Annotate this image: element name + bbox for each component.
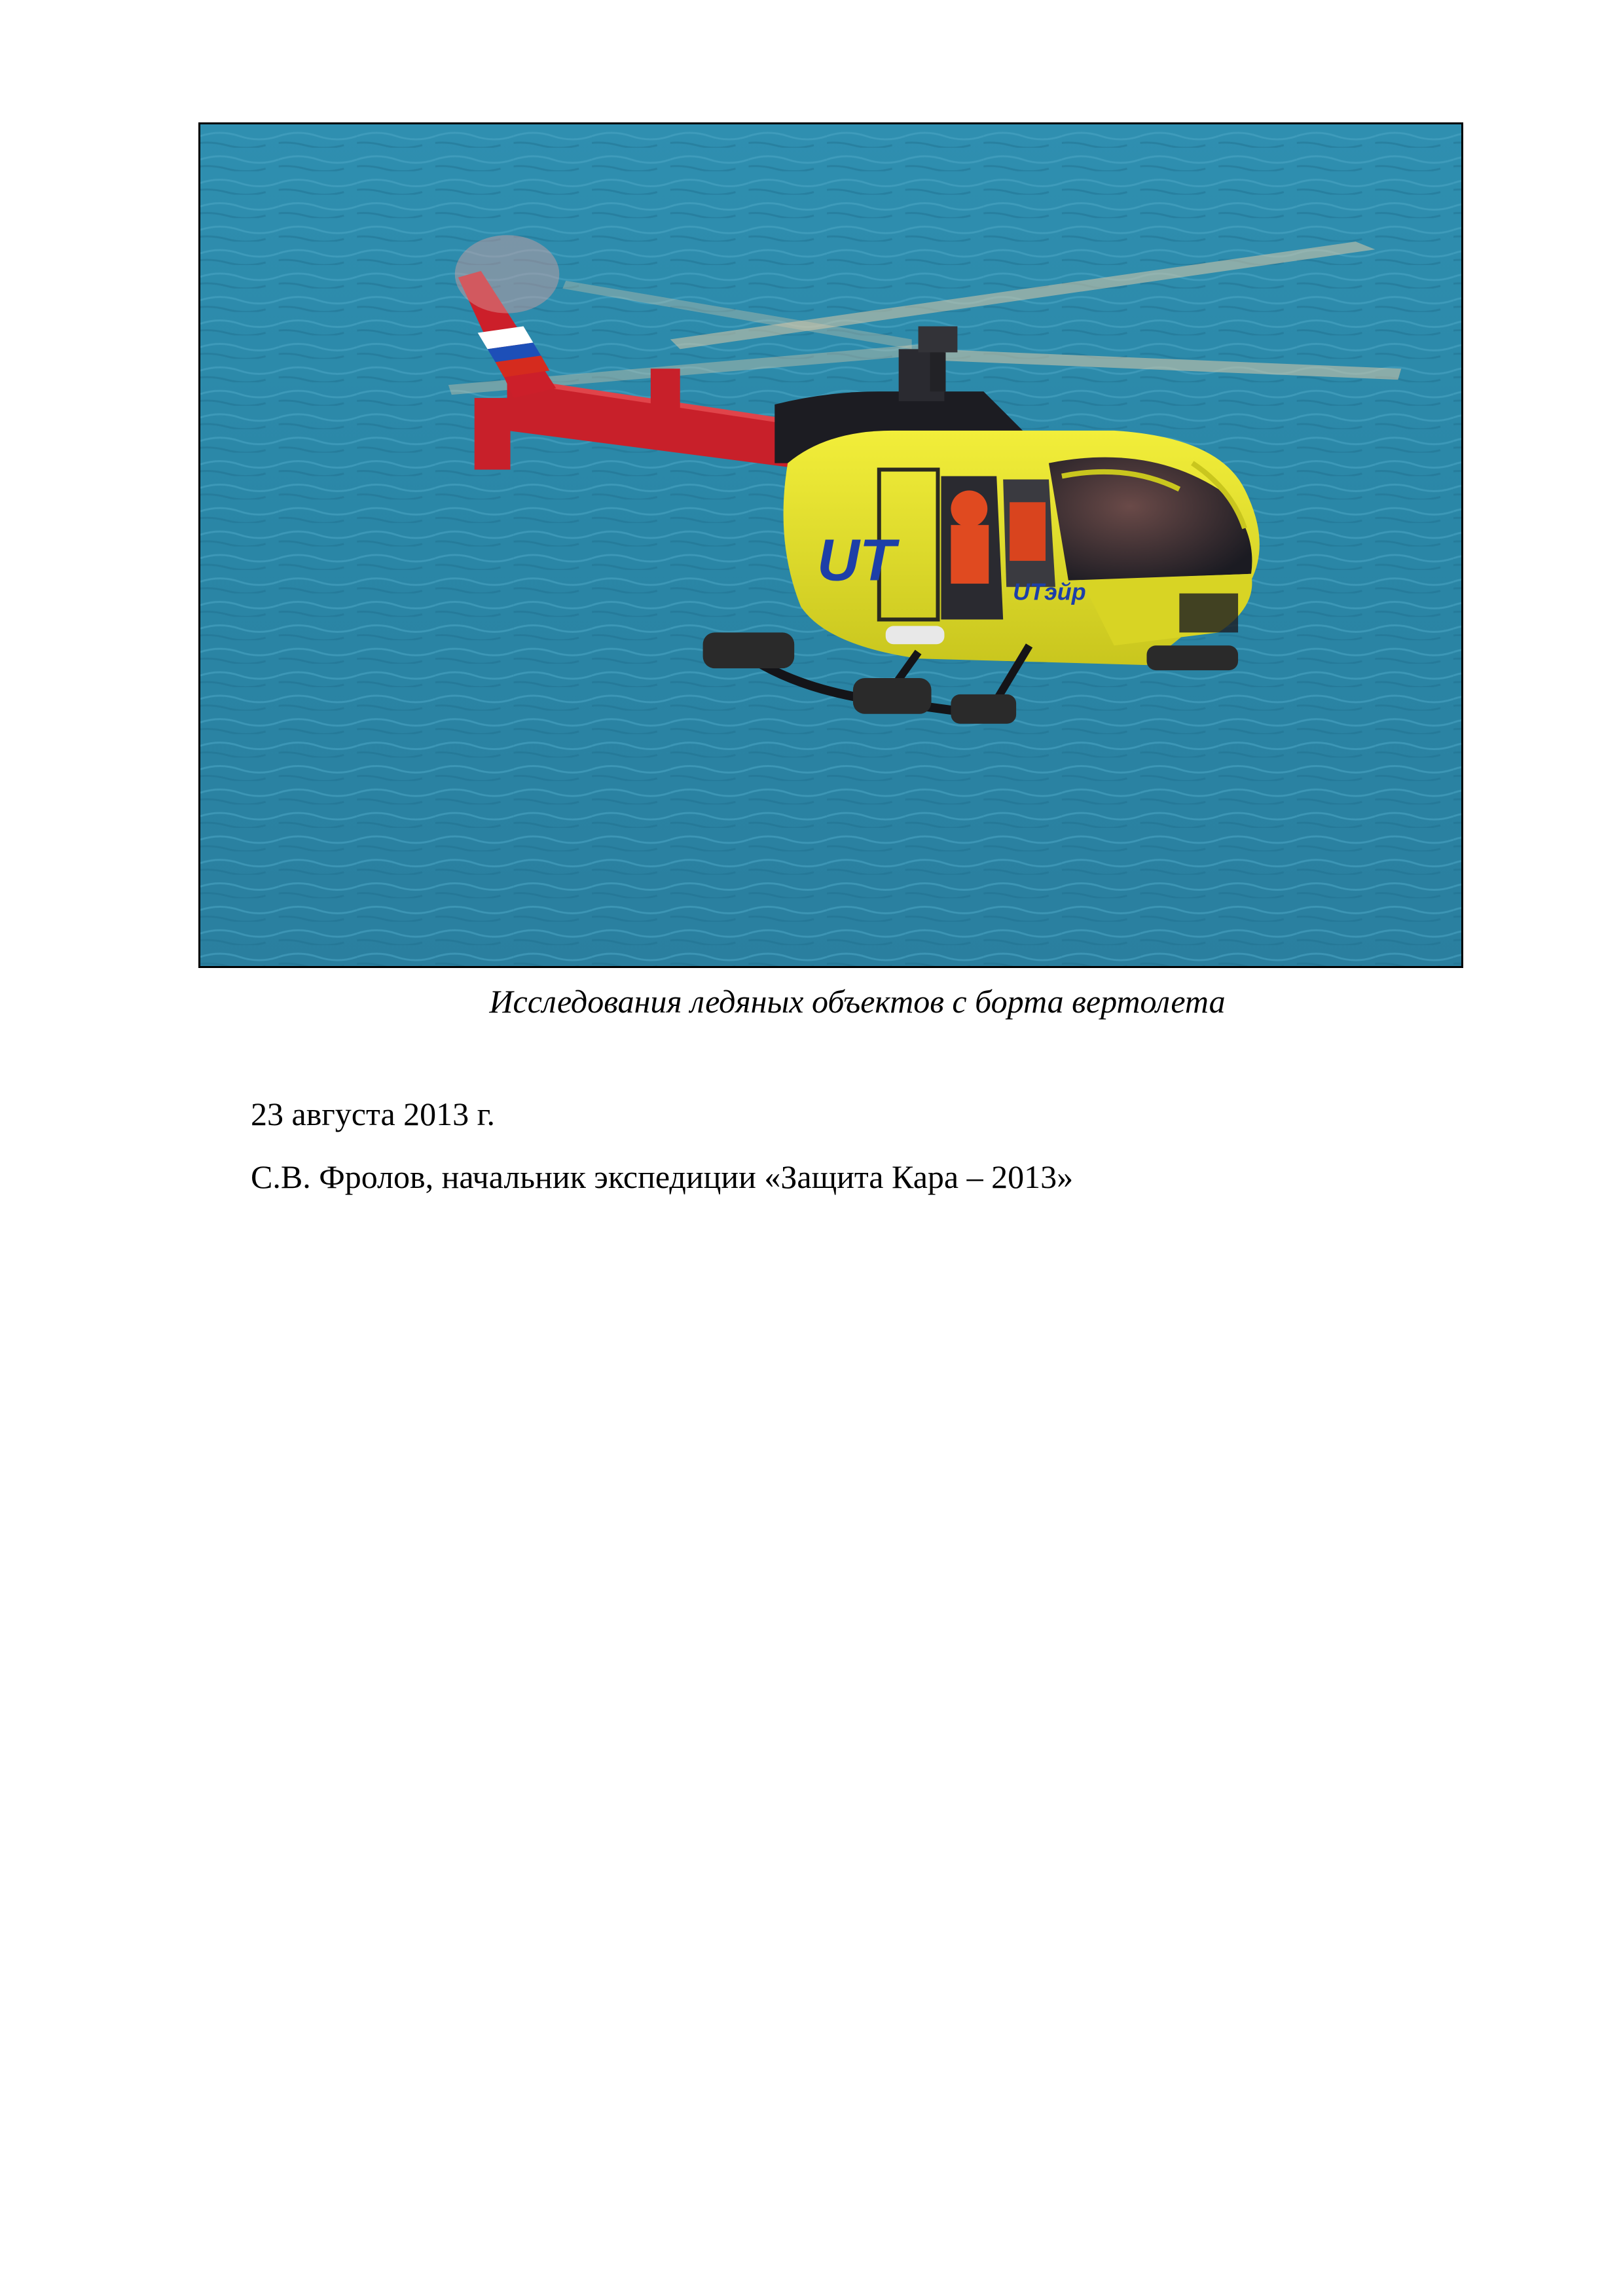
helicopter-photo [198, 122, 1463, 968]
figure-caption: Исследования ледяных объектов с борта вертолета [489, 983, 1226, 1020]
date-line: 23 августа 2013 г. [251, 1096, 496, 1132]
svg-text:UT: UT [817, 527, 896, 593]
svg-text:UTэйр: UTэйр [1013, 579, 1086, 605]
signature-line: С.В. Фролов, начальник экспедиции «Защита Кара – 2013» [251, 1158, 1074, 1195]
